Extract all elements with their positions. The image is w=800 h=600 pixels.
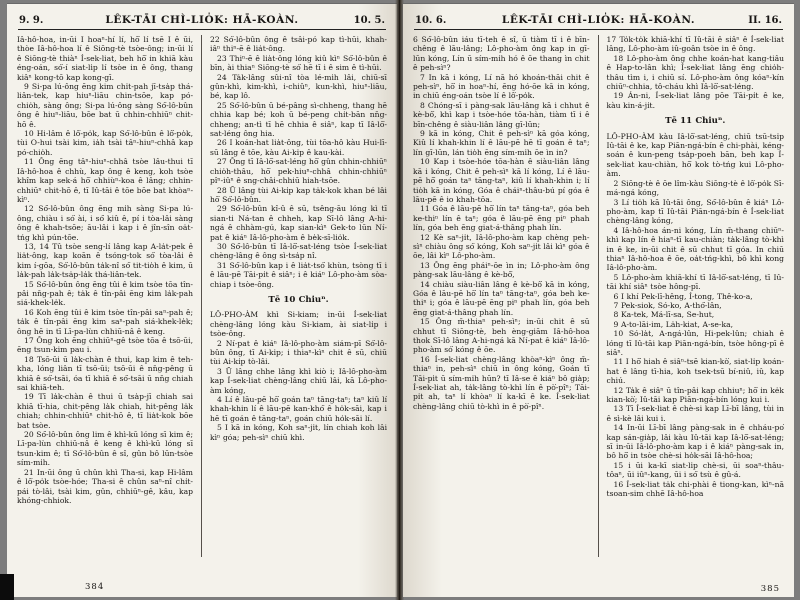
verse-paragraph: 12 Ta̍k ê siâⁿ ū tîn-pâi kap chhiuⁿ; hō͘ in ke̍k kian-kò͘; Iû-tāi kap Piān-ngá-bín lóng kui i. (606, 385, 784, 405)
page-number: 385 (760, 584, 780, 594)
verse-paragraph: 16 Í-sek-liat ta̍k chi-phài ê tiong-kan, kìⁿ-nā tsoan-sim chhē Iâ-hô-hoa (606, 479, 784, 499)
running-title: LÊK-TĀI CHÌ-LIO̍K: HĀ-KOÀN. (105, 14, 299, 26)
verse-paragraph: 18 Tsō-ūi ū la̍k-chàn ê thui, kap kim ê teh-kha, lóng liân tī tsō-ūi; tsō-ūi ê nn̄g-pêng ū khiā ê só͘-tsāi, óa tī khiā ê só͘-tsāi ū nn̄g chiah sai khiā-teh. (17, 354, 194, 393)
verse-paragraph: 16 Í-sek-liat chèng-lâng khòaⁿ-kìⁿ ông m̄-thiaⁿ in, peh-sìⁿ chiū ìn ông kóng, Goán tī Tāi-pi̍t ū sím-mi̍h hūn? tī Iâ-se ê kiáⁿ bô gia̍p; Í-sek-liat ah, ta̍k-lâng tò-khì lín ê pò͘-pîⁿ; Tāi-pi̍t ah, taⁿ lí khòaⁿ lí ka-kī ê ke. Í-sek-liat chèng-lâng chiū tò-khì in ê pò͘-pîⁿ. (413, 354, 590, 411)
verse-paragraph: 10 Hi-lâm ê lô͘-po̍k, kap Só͘-lô-bûn ê lô͘-po̍k, tùi O-hui tsài kim, ia̍h tsài tâⁿ-hiuⁿ-chhâ kap pó-chio̍h. (17, 129, 194, 157)
verse-paragraph: 10 Só-la̍t, A-ngá-lûn, Hi-pek-lûn; chiah ê lóng tī Iû-tāi kap Piān-ngá-bín, tsòe hông-pī ê siâⁿ. (606, 329, 784, 357)
right-page (403, 3, 794, 597)
text-column (598, 35, 784, 557)
verse-paragraph: 25 Só͘-lô-bûn ū bé-pâng sì-chheng, thang hē chhia kap bé; koh ū bé-peng chi̍t-bān nn̄g-chheng; an-tì tī hē chhia ê siâⁿ, kap tī Iâ-lō͘-sat-léng ông hia. (210, 100, 387, 139)
verse-paragraph: 2 Ní-pat ê kiáⁿ Iâ-lô-pho-àm siám-pī Só͘-lô-bûn ông, tī Ai-ki̍p; i thiaⁿ-kìⁿ chit ê sū, chiū tùi Ai-ki̍p tò-lâi. (210, 338, 387, 367)
verse-paragraph: 16 Koh ēng tûi ê kim tsòe tîn-pâi saⁿ-pah ê; ta̍k ê tîn-pâi ēng kim saⁿ-pah siá-khek-le̍k; ông hē in tī Lī-pa-lùn chhiū-nâ ê keng. (17, 307, 194, 336)
left-page-header-ref-right: 10. 5. (353, 15, 385, 26)
verse-paragraph: 9 Si-pa lú-ông ēng kim chi̍t-pah jī-tsa̍p thá-liân-tek, kap hiuⁿ-liāu chin-tsōe, kap pó-chio̍h, sàng ông; Si-pa lú-ông sàng Só͘-lô-bûn ông ê hiuⁿ-liāu, bōe bat ū chhin-chhiūⁿ chit-hō ê. (17, 82, 194, 129)
running-title: LÊK-TĀI CHÌ-LIO̍K: HĀ-KOÀN. (501, 14, 696, 26)
text-column (17, 35, 193, 557)
chapter-heading: Tē 10 Chiuⁿ. (268, 294, 329, 305)
verse-paragraph: 4 Iâ-hô-hoa án-ni kóng, Lín m̄-thang chiūⁿ-khì kap lín ê hiaⁿ-tī kau-chiàn; ta̍k-lâng tò-khì in ê ke, in-ūi chit ê sū chhut tī góa. In chiū thiaⁿ Iâ-hô-hoa ê ōe, oa̍t-tńg-khì, bô khì kong Iâ-lô-pho-àm. (606, 225, 784, 273)
verse-paragraph: 29 Só͘-lô-bûn kî-û ê sū, tsêng-āu lóng kì tī sian-ti Ná-tan ê chheh, kap Sī-lô lâng A-hi-ngá ê chhàm-gú, kap sian-kìⁿ Gek-to lūn Ní-pat ê kiáⁿ Iâ-lô-pho-àm ê be̍k-sī-lio̍k. (210, 204, 387, 242)
right-page-header-ref-left: 10. 6. (415, 15, 447, 26)
verse-paragraph: 3 Ū lâng chhe lâng khì kiò i; Iâ-lô-pho-àm kap Í-sek-liat chèng-lâng chiū lâi, kā Lô-pho-àm kóng, (210, 366, 387, 395)
verse-paragraph: Iâ-hô-hoa, in-ūi I hoaⁿ-hí lí, hō͘ lí tsē I ê ūi, thòe Iâ-hô-hoa lí ê Siōng-tè tsòe-ông; in-ūi lí ê Siōng-tè thiàⁿ Í-sek-liat, beh hō͘ in khiā kàu éng-oán, só͘-í siat-li̍p lí tsòe in ê ông, thang kiâⁿ kong-tō kap kong-gī. (17, 35, 194, 82)
verse-paragraph: 15 i ūi ka-kī siat-li̍p chè-si, ūi soaⁿ-thâu-tôaⁿ, ūi iûⁿ-kang, ūi i só͘ tsù ê gû-á. (606, 460, 784, 480)
verse-paragraph: 8 Ka-tek, Má-lī-sa, Se-hut, (613, 310, 715, 320)
right-page-columns (413, 35, 784, 557)
verse-paragraph: 5 I kā in kóng, Koh saⁿ-ji̍t, lín chiah koh lâi kìⁿ góa; peh-sìⁿ chiū khì. (210, 423, 387, 442)
verse-paragraph: 9 kā in kóng, Chit ê peh-sìⁿ kā góa kóng, Kiû lí khah-khin lí ê lāu-pē hē tī goán ê taⁿ; lín gī-lūn, lán tio̍h ēng sím-mi̍h ōe ìn in? (413, 129, 590, 157)
verse-paragraph: 26 I koán-hat lia̍t-ông, tùi tōa-hô kàu Hui-lī-sū lâng ê tōe, kàu Ai-ki̍p ê kau-kài. (210, 138, 387, 157)
verse-paragraph: 24 Ta̍k-lâng sûi-nî tòa lé-mi̍h lâi, chiū-sī gûn-khì, kim-khì, i-chiûⁿ, kun-khì, hiuⁿ-liāu, bé, kap lô. (210, 72, 387, 101)
verse-paragraph: 11 Góa ê lāu-pē hō͘ lín taⁿ tāng-taⁿ, góa beh ke-thiⁿ lín ê taⁿ; góa ê lāu-pē ēng piⁿ phah lín, góa beh ēng giat-á-thâng phah lín. (413, 204, 590, 233)
verse-paragraph: 27 Ông tī Iâ-lō͘-sat-léng hō͘ gûn chhin-chhiūⁿ chio̍h-thâu, hō͘ pek-hiuⁿ-chhâ chhin-chhiūⁿ pîⁿ-iûⁿ ê sng-châi-chhiū hiah-tsōe. (210, 157, 387, 186)
verse-paragraph: 12 Kè saⁿ-ji̍t, Iâ-lô-pho-àm kap chèng peh-sìⁿ chiàu ông só͘ kóng, Koh saⁿ-ji̍t lâi kìⁿ góa ê ōe, lâi kìⁿ Lô-pho-àm. (413, 232, 590, 261)
header-rule (414, 29, 783, 30)
verse-paragraph: 6 Só͘-lô-bûn iáu tī-teh ê sî, ū tiàm tī i ê bīn-chêng ê lāu-lâng; Lô-pho-àm ông kap in gī-lūn kóng, Lín ū sím-mi̍h hó ê ōe thang ìn chit ê peh-sìⁿ? (413, 35, 590, 73)
header-rule (18, 29, 386, 30)
verse-paragraph: 17 Ông koh ēng chhiūⁿ-gê tsòe tōa ê tsō-ūi, ēng tsun-kim pau i. (17, 336, 194, 355)
scan-corner-mark (0, 574, 14, 600)
chapter-heading: Tē 11 Chiuⁿ. (665, 116, 726, 127)
verse-paragraph: 19 Tī la̍k-chàn ê thui ū tsa̍p-jī chiah sai khiā tī-hia, chit-pêng la̍k chiah, hit-pêng la̍k chiah; chhin-chhiūⁿ chit-hō ê, tī lia̍t-kok bōe bat tsòe. (17, 392, 194, 430)
verse-paragraph: 15 Só͘-lô-bûn ông ēng tûi ê kim tsòe tōa tîn-pâi nn̄g-pah ê; ta̍k ê tîn-pâi ēng kim la̍k-pah siá-khek-le̍k. (17, 279, 194, 308)
verse-paragraph: 3 Lí tio̍h kā Iû-tāi ông, Só͘-lô-bûn ê kiáⁿ Lô-pho-àm, kap tī Iû-tāi Piān-ngá-bín ê Í-sek-liat chèng-lâng kóng, (606, 197, 784, 226)
verse-paragraph: LÔ-PHO-ÀM kàu Iâ-lō͘-sat-léng, chiū tsū-tsi̍p Iû-tāi ê ke, kap Piān-ngá-bín ê chi-phài, kéng-soán ê kun-peng tsa̍p-poeh bān, beh kap Í-sek-liat kau-chiàn, hō͘ kok tò-tńg kui Lô-pho-àm. (606, 131, 784, 179)
left-page-running-header (17, 10, 387, 29)
left-page (7, 3, 397, 597)
verse-paragraph: 23 Thiⁿ-ē ê lia̍t-ông lóng kiû kìⁿ Só͘-lô-bûn ê bīn, ài thiaⁿ Siōng-tè só͘ hē tī i ê sim ê tì-hūi. (210, 53, 387, 73)
right-page-running-header (413, 10, 784, 29)
text-column (201, 35, 387, 557)
verse-paragraph: 11 I hō͘ hiah ê siâⁿ-tsē kian-kò͘, siat-li̍p koán-hat ê lâng tī-hia, koh tsek-tsū bí-niû, iû, kap chiú. (606, 357, 784, 386)
verse-paragraph: 9 A-to-lāi-im, La̍h-kiat, A-se-ka, (613, 319, 734, 329)
verse-paragraph: 28 Ū lâng tùi Ai-ki̍p kap ta̍k-kok khan bé lâi hō͘ Só͘-lô-bûn. (210, 185, 387, 204)
verse-paragraph: 22 Só͘-lô-bûn ông ê tsâi-pó kap tì-hūi, khah-iâⁿ thiⁿ-ē ê lia̍t-ông. (210, 35, 387, 54)
verse-paragraph: 31 Só͘-lô-bûn kap i ê lia̍t-tsó͘ khùn, tsòng tī i ê lāu-pē Tāi-pi̍t ê siâⁿ; i ê kiáⁿ Lô-pho-àm sòa-chiap i tsòe-ông. (210, 260, 387, 289)
verse-paragraph: 2 Siōng-tè ê ōe lîm-kàu Siōng-tè ê lô͘-po̍k Sī-má-ngá kóng, (606, 178, 784, 198)
verse-paragraph: 7 In kā i kóng, Lí nā hó khoán-thāi chit ê peh-sìⁿ, hō͘ in hoaⁿ-hí, ēng hó-ōe kā in kóng, in chiū éng-oán tsòe lí ê lô͘-po̍k. (413, 72, 590, 101)
verse-paragraph: LÔ-PHO-ÀM khì Si-kiam; in-ūi Í-sek-liat chèng-lâng lóng kàu Si-kiam, ài siat-li̍p i tsòe-ông. (210, 310, 387, 339)
verse-paragraph: 15 Ông m̄-thiaⁿ peh-sìⁿ; in-ūi chit ê sū chhut tī Siōng-tè, beh èng-giām Iâ-hô-hoa thok Sī-lô lâng A-hi-ngá kā Ní-pat ê kiáⁿ Iâ-lô-pho-àm só͘ kóng ê ōe. (413, 317, 590, 355)
right-page-header-ref-right: II. 16. (748, 15, 782, 26)
verse-paragraph: 14 In-ūi Lī-bī lâng pàng-sak in ê chháu-po͘ kap sán-gia̍p, lâi kàu Iû-tāi kap Iâ-lō͘-sat-léng; sī in-ūi Iâ-lô-pho-àm kap i ê kiáⁿ pàng-sak in, bô hō͘ in tsòe chè-si ho̍k-sāi Iâ-hô-hoa; (606, 423, 784, 461)
verse-paragraph: 18 Lô-pho-àm ông chhe koán-hat kang-tiâu ê Hap-to-lân khì; Í-sek-liat lâng ēng chio̍h-thâu tìm i, i chiū sí. Lô-pho-àm ông kóaⁿ-kín chiūⁿ-chhia, tô-cháu khì Iâ-lō͘-sat-léng. (606, 53, 784, 92)
verse-paragraph: 13 Tī Í-sek-liat ê chè-si kap Lī-bī lâng, tùi in ê sì-kè lâi kui i. (606, 404, 784, 423)
verse-paragraph: 13, 14 Tû tsòe seng-lí lâng kap A-la̍t-pek ê lia̍t-ông, kap koān ê tsóng-tok só͘ tòa-lâi ê kim í-gōa, Só͘-lô-bûn ta̍k-nî só͘ tit-tio̍h ê kim, ū la̍k-pah la̍k-tsa̍p-la̍k thá-liân-tek. (17, 241, 194, 280)
verse-paragraph: 10 Kap i tsòe-hóe tōa-hàn ê siàu-liân lâng kā i kóng, Chit ê peh-sìⁿ kā lí kóng, Lí ê lāu-pē hō͘ goán taⁿ tāng-taⁿ, kiû lí khah-khin i; lí tio̍h kā in kóng, Góa ê cháiⁿ-thâu-bú pí góa ê lāu-pē ê io khah-tōa. (413, 157, 590, 204)
verse-paragraph: 12 Só͘-lô-bûn ông ēng mi̍h sàng Si-pa lú-ông, chiàu i só͘ ài, i só͘ kiû ê, pí i tòa-lâi sàng ông ê khah-tsōe; āu-lâi i kap i ê jîn-sîn oa̍t-tńg khì pún-tōe. (17, 204, 194, 242)
verse-paragraph: 17 To̍k-to̍k khiā-khí tī Iû-tāi ê siâⁿ ê Í-sek-liat lâng, Lô-pho-àm iû-goân tsòe in ê ông. (606, 35, 784, 54)
verse-paragraph: 30 Só͘-lô-bûn tī Iâ-lō͘-sat-léng tsòe Í-sek-liat chèng-lâng ê ông sì-tsa̍p nî. (210, 241, 387, 261)
verse-paragraph: 4 Lí ê lāu-pē hō͘ goán taⁿ tāng-taⁿ; taⁿ kiû lí khah-khin lí ê lāu-pē kan-khó͘ ê ho̍k-sāi, kap i hē tī goán ê tāng-taⁿ, goán chiū ho̍k-sāi lí. (210, 395, 387, 423)
verse-paragraph: 21 In-ūi ông ū chûn khì Tha-si, kap Hi-lâm ê lô͘-po̍k tsòe-hóe; Tha-si ê chûn saⁿ-nî chi̍t-pái tò-lâi, tsài kim, gûn, chhiūⁿ-gê, kâu, kap khóng-chhiok. (17, 467, 194, 505)
text-column (413, 35, 590, 557)
verse-paragraph: 5 Lô-pho-àm khiā-khí tī Iâ-lō͘-sat-léng, tī Iû-tāi khí siâⁿ tsòe hông-pī. (606, 272, 784, 292)
verse-paragraph: 14 chiàu siàu-liân lâng ê kè-bô͘ kā in kóng, Góa ê lāu-pē hō͘ lín taⁿ tāng-taⁿ, góa beh ke-thiⁿ i; góa ê lāu-pē ēng piⁿ phah lín, góa beh ēng giat-á-thâng phah lín. (413, 279, 590, 317)
page-number: 384 (85, 582, 105, 592)
verse-paragraph: 19 Án-ni, Í-sek-liat lâng pōe Tāi-pi̍t ê ke, kàu kin-á-ji̍t. (606, 91, 784, 110)
verse-paragraph: 6 I khí Pek-lī-hêng, Í-tong, Thê-ko-a, (613, 291, 753, 301)
left-page-header-ref-left: 9. 9. (19, 15, 44, 26)
left-page-columns (17, 35, 387, 557)
verse-paragraph: 7 Pek-siok, Só-ko, A-thó͘-lân, (613, 300, 722, 310)
verse-paragraph: 13 Ông ēng pháiⁿ-ōe ìn in; Lô-pho-àm ông pàng-sak lāu-lâng ê kè-bô͘, (413, 260, 590, 280)
verse-paragraph: 11 Ông ēng tâⁿ-hiuⁿ-chhâ tsòe lâu-thui tī Iâ-hô-hoa ê chhù, kap ông ê keng, koh tsòe khîm kap sek-á hō͘ chhiùⁿ-koa ê lâng; chhin-chhiūⁿ chit-hō ê, tī Iû-tāi ê tōe bōe bat khòaⁿ-kìⁿ. (17, 157, 194, 204)
verse-paragraph: 20 Só͘-lô-bûn ông lim ê khì-kū lóng sī kim ê; Lī-pa-lùn chhiū-nâ ê keng ê khì-kū lóng sī tsun-kim ê; tī Só͘-lô-bûn ê sî, gûn bô lūn-tsòe sím-mi̍h. (17, 430, 194, 468)
verse-paragraph: 8 Chóng-sī i pàng-sak lāu-lâng kā i chhut ê kè-bô͘, khì kap i tsòe-hóe tōa-hàn, tiàm tī i ê bīn-chêng ê siàu-liân lâng gī-lūn; (413, 100, 590, 129)
